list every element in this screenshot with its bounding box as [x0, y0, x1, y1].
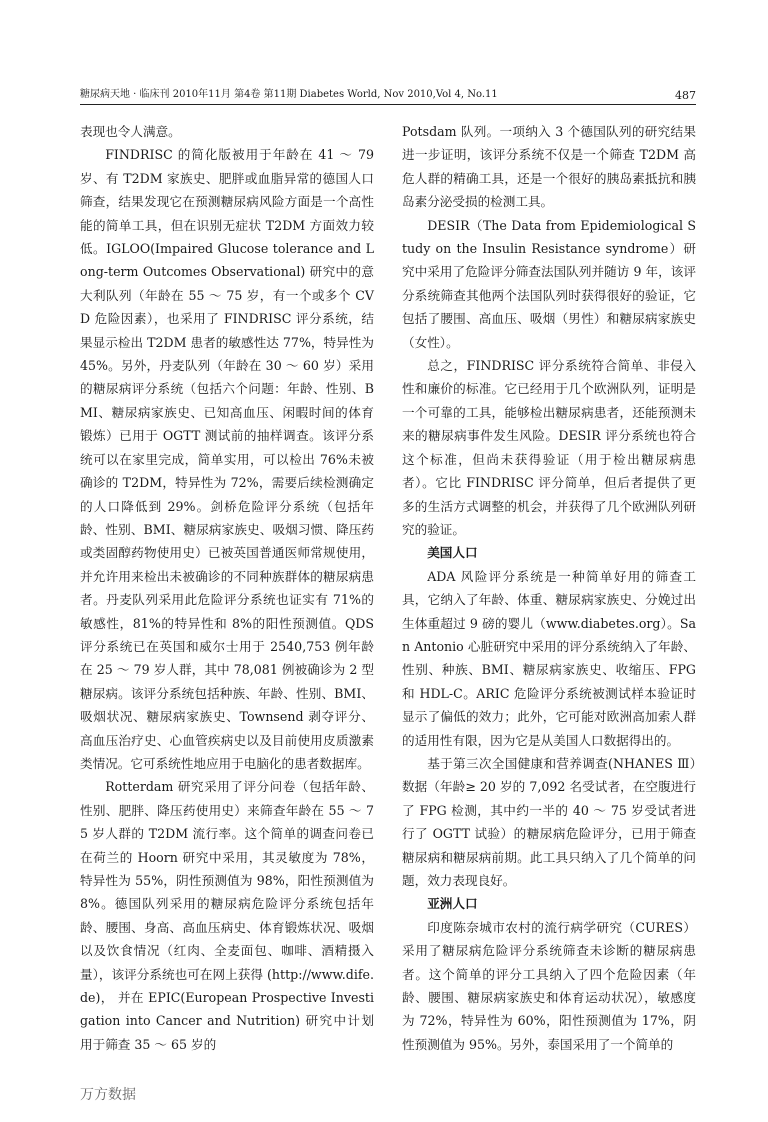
running-header [80, 86, 696, 104]
section-heading-asian-population: 亚洲人口 [427, 896, 478, 912]
paragraph: FINDRISC 的简化版被用于年龄在 41 ～ 79 岁、有 T2DM 家族史、肥胖或血脂异常的德国人口筛查，结果发现它在预测糖尿病风险方面是一个高性能的简单工具，但在识别无症状 T2DM 方面效力较低。IGLOO(Impaired Glucose tolerance and Long-term Outcomes Observational) 研究中的意大利队列（年龄在 55 ～ 75 岁，有一个或多个 CVD 危险因素），也采用了 FINDRISC 评分系统，结果显示检出 T2DM 患者的敏感性达 77%，特异性为 45%。另外，丹麦队列（年龄在 30 ～ 60 岁）采用的糖尿病评分系统（包括六个问题：年龄、性别、BMI、糖尿病家族史、已知高血压、闲暇时间的体育锻炼）已用于 OGTT 测试前的抽样调查。该评分系统可以在家里完成，简单实用，可以检出 76%未被确诊的 T2DM，特异性为 72%，需要后续检测确定的人口降低到 29%。剑桥危险评分系统（包括年龄、性别、BMI、糖尿病家族史、吸烟习惯、降压药或类固醇药物使用史）已被英国普通医师常规使用，并允许用来检出未被确诊的不同种族群体的糖尿病患者。丹麦队列采用此危险评分系统也证实有 71%的敏感性，81%的特异性和 8%的阳性预测值。QDS 评分系统已在英国和威尔士用于 2540,753 例年龄在 25 ～ 79 岁人群，其中 78,081 例被确诊为 2 型糖尿病。该评分系统包括种族、年龄、性别、BMI、吸烟状况、糖尿病家族史、Townsend 剥夺评分、高血压治疗史、心血管疾病史以及目前使用皮质激素类情况。它可系统性地应用于电脑化的患者数据库。 [80, 147, 374, 771]
paragraph: ADA 风险评分系统是一种简单好用的筛查工具，它纳入了年龄、体重、糖尿病家族史、分娩过出生体重超过 9 磅的婴儿（www.diabetes.org）。San Antonio 心脏研究中采用的评分系统纳入了年龄、性别、种族、BMI、糖尿病家族史、收缩压、FPG 和 HDL-C。ARIC 危险评分系统被测试样本验证时显示了偏低的效力；此外，它可能对欧洲高加索人群的适用性有限，因为它是从美国人口数据得出的。 [402, 568, 696, 748]
paragraph: 印度陈奈城市农村的流行病学研究（CURES）采用了糖尿病危险评分系统筛查未诊断的糖尿病患者。这个简单的评分工具纳入了四个危险因素（年龄、腰围、糖尿病家族史和体育运动状况），敏感度为 72%，特异性为 60%，阳性预测值为 17%，阴性预测值为 95%。另外，泰国采用了一个简单的 [402, 919, 696, 1052]
paragraph: Potsdam 队列。一项纳入 3 个德国队列的研究结果进一步证明，该评分系统不仅是一个筛查 T2DM 高危人群的精确工具，还是一个很好的胰岛素抵抗和胰岛素分泌受损的检测工具。 [402, 124, 696, 210]
paragraph: 表现也令人满意。 [80, 124, 181, 139]
left-column [80, 120, 374, 1056]
journal-citation: 糖尿病天地 · 临床刊 2010年11月 第4卷 第11期 Diabetes World, Nov 2010,Vol 4, No.11 [80, 89, 498, 100]
right-column [402, 120, 696, 1056]
section-heading-us-population: 美国人口 [427, 545, 478, 561]
paragraph: DESIR（The Data from Epidemiological Study on the Insulin Resistance syndrome）研究中采用了危险评分筛查法国队列并随访 9 年，该评分系统筛查其他两个法国队列时获得很好的验证，它包括了腰围、高血压、吸烟（男性）和糖尿病家族史（女性）。 [402, 217, 696, 350]
watermark: 万方数据 [80, 1087, 136, 1103]
page-number: 487 [675, 89, 696, 102]
header-rule [80, 104, 696, 105]
paragraph: Rotterdam 研究采用了评分问卷（包括年龄、性别、肥胖、降压药使用史）来筛查年龄在 55 ～ 75 岁人群的 T2DM 流行率。这个简单的调查问卷已在荷兰的 Hoorn 研究中采用，其灵敏度为 78%，特异性为 55%，阴性预测值为 98%，阳性预测值为 8%。德国队列采用的糖尿病危险评分系统包括年龄、腰围、身高、高血压病史、体育锻炼状况、吸烟以及饮食情况（红肉、全麦面包、咖啡、酒精摄入量），该评分系统也可在网上获得 (http://www.dife.de)， 并在 EPIC(European Prospective Investigation into Cancer and Nutrition) 研究中计划用于筛查 35 ～ 65 岁的 [80, 779, 374, 1052]
paragraph: 总之，FINDRISC 评分系统符合简单、非侵入性和廉价的标准。它已经用于几个欧洲队列，证明是一个可靠的工具，能够检出糖尿病患者，还能预测未来的糖尿病事件发生风险。DESIR 评分系统也符合这个标准，但尚未获得验证（用于检出糖尿病患者）。它比 FINDRISC 评分简单，但后者提供了更多的生活方式调整的机会，并获得了几个欧洲队列研究的验证。 [402, 358, 696, 537]
paragraph: 基于第三次全国健康和营养调查(NHANES Ⅲ）数据（年龄≥ 20 岁的 7,092 名受试者，在空腹进行了 FPG 检测，其中约一半的 40 ～ 75 岁受试者进行了 OGTT 试验）的糖尿病危险评分，已用于筛查糖尿病和糖尿病前期。此工具只纳入了几个简单的问题，效力表现良好。 [402, 755, 696, 888]
